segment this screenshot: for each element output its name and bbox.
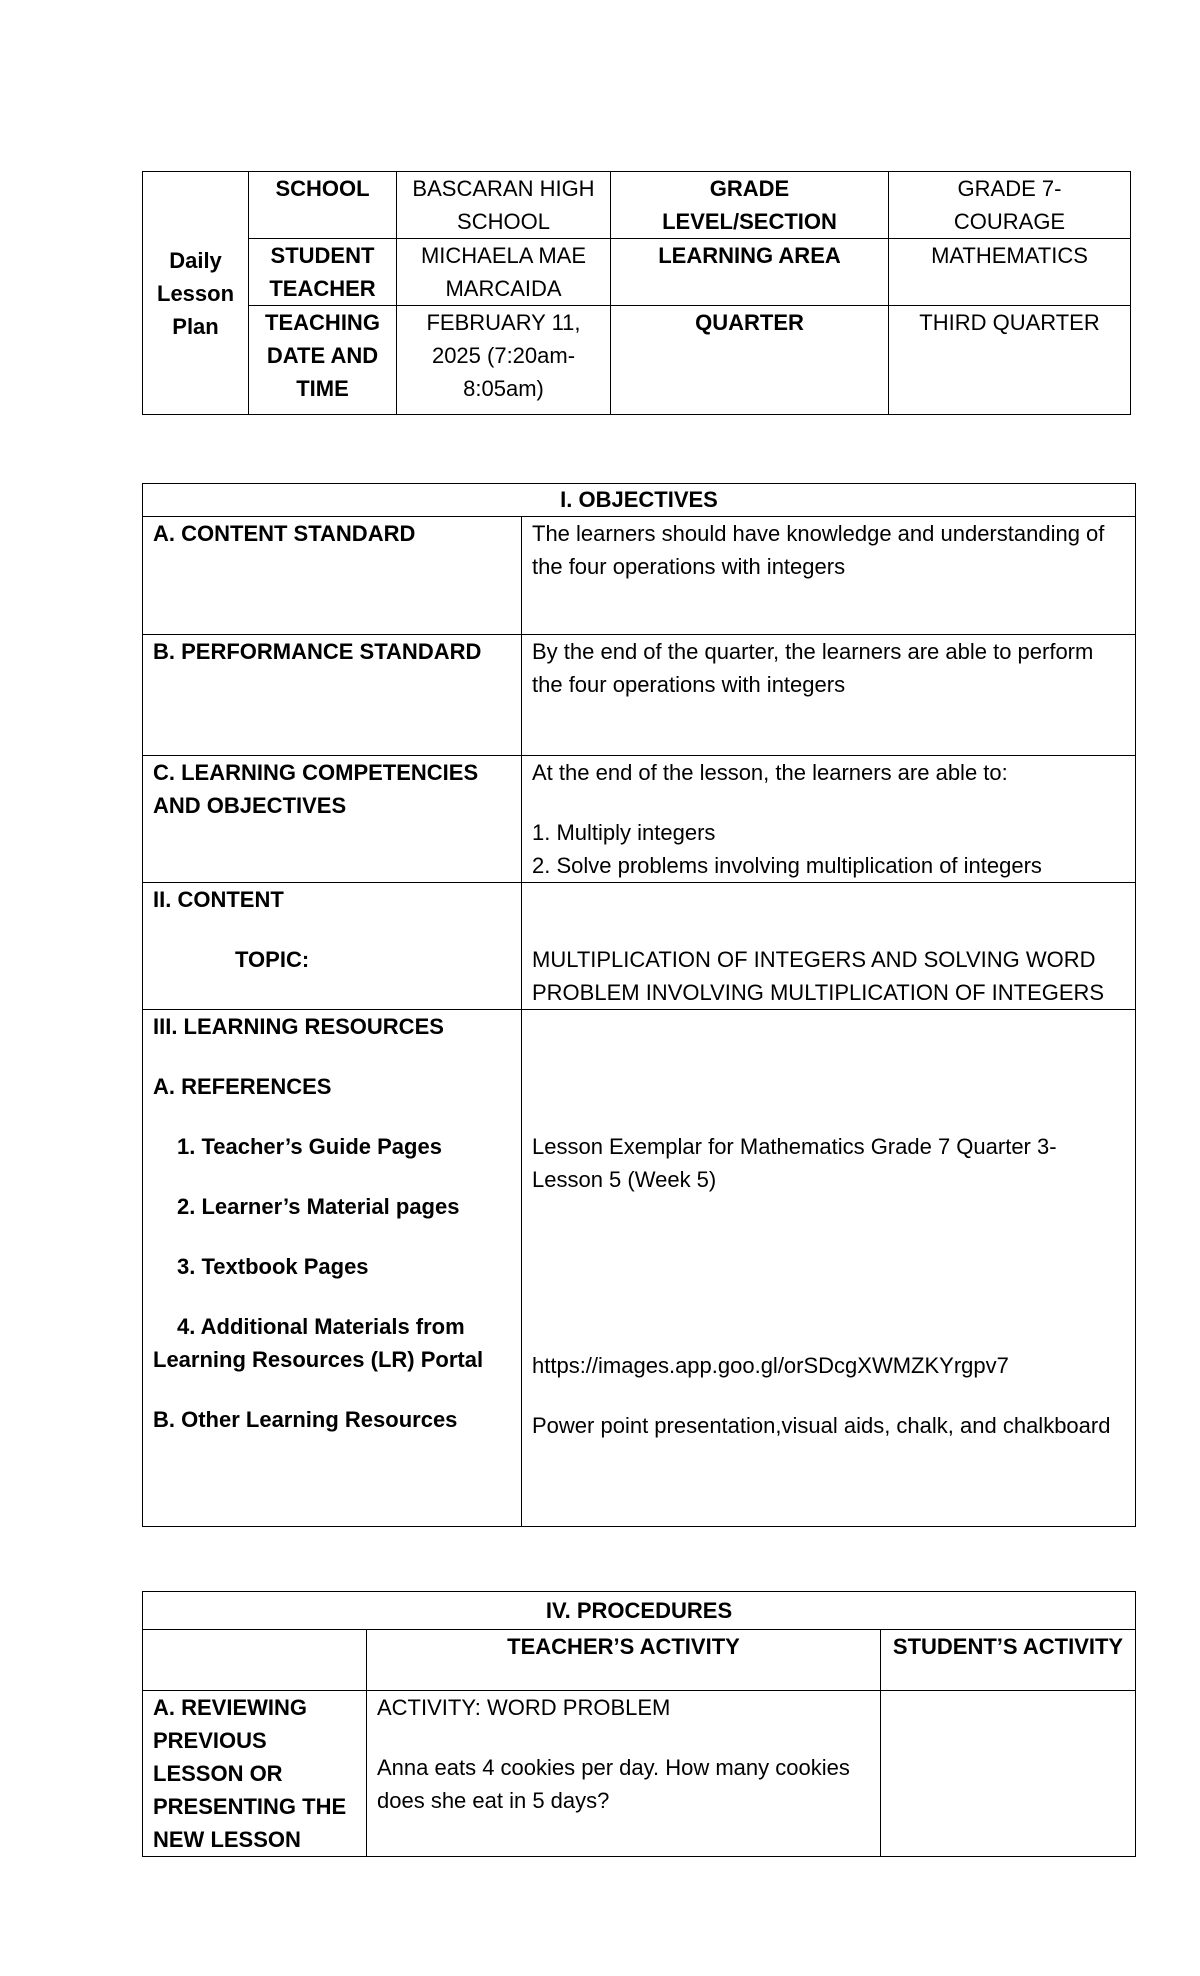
activity-text: Anna eats 4 cookies per day. How many cookies does she eat in 5 days? (377, 1755, 850, 1813)
learning-competencies-cell (522, 756, 1136, 883)
learning-resources-label: III. LEARNING RESOURCES (153, 1014, 444, 1039)
competencies-intro: At the end of the lesson, the learners are able to: (532, 760, 1008, 785)
teachers-activity-cell (367, 1691, 881, 1857)
topic-value: MULTIPLICATION OF INTEGERS AND SOLVING WORD PROBLEM INVOLVING MULTIPLICATION OF INTEGERS (532, 947, 1105, 1005)
school-value: BASCARAN HIGH SCHOOL (397, 172, 611, 239)
content-standard-label: A. CONTENT STANDARD (143, 517, 522, 635)
learning-competencies-label: C. LEARNING COMPETENCIES AND OBJECTIVES (143, 756, 522, 883)
teaching-date-label: TEACHING DATE AND TIME (249, 306, 397, 415)
other-resources-value: Power point presentation,visual aids, chalk, and chalkboard (532, 1413, 1111, 1438)
additional-materials-value[interactable]: https://images.app.goo.gl/orSDcgXWMZKYrgpv7 (532, 1353, 1009, 1378)
textbook-pages-label: 3. Textbook Pages (177, 1254, 369, 1279)
students-activity-cell (881, 1691, 1136, 1857)
content-cell (143, 883, 522, 1010)
activity-title: ACTIVITY: WORD PROBLEM (377, 1695, 671, 1720)
students-activity-header: STUDENT’S ACTIVITY (881, 1630, 1136, 1691)
content-standard-value: The learners should have knowledge and understanding of the four operations with integers (522, 517, 1136, 635)
content-label: II. CONTENT (153, 887, 284, 912)
performance-standard-label: B. PERFORMANCE STANDARD (143, 635, 522, 756)
school-label: SCHOOL (249, 172, 397, 239)
procedures-empty-header-cell (143, 1630, 367, 1691)
objectives-title: I. OBJECTIVES (143, 484, 1136, 517)
student-teacher-value: MICHAELA MAE MARCAIDA (397, 239, 611, 306)
learners-material-label: 2. Learner’s Material pages (177, 1194, 460, 1219)
quarter-label: QUARTER (611, 306, 889, 415)
other-resources-label: B. Other Learning Resources (153, 1407, 458, 1432)
learning-resources-cell (143, 1010, 522, 1527)
grade-level-label: GRADE LEVEL/SECTION (611, 172, 889, 239)
learning-resources-values-cell (522, 1010, 1136, 1527)
lr-portal-label: Learning Resources (LR) Portal (153, 1347, 484, 1372)
student-teacher-label: STUDENT TEACHER (249, 239, 397, 306)
topic-cell (522, 883, 1136, 1010)
objectives-table (142, 483, 1136, 1527)
learning-area-value: MATHEMATICS (889, 239, 1131, 306)
daily-lesson-plan-title: Daily Lesson Plan (143, 172, 249, 415)
competency-item: 1. Multiply integers (532, 820, 716, 845)
references-label: A. REFERENCES (153, 1074, 332, 1099)
teachers-activity-header: TEACHER’S ACTIVITY (367, 1630, 881, 1691)
teachers-guide-label: 1. Teacher’s Guide Pages (177, 1134, 442, 1159)
learning-area-label: LEARNING AREA (611, 239, 889, 306)
grade-level-value: GRADE 7- COURAGE (889, 172, 1131, 239)
teachers-guide-value: Lesson Exemplar for Mathematics Grade 7 Quarter 3-Lesson 5 (Week 5) (532, 1134, 1057, 1192)
lesson-plan-header-table (142, 171, 1131, 415)
additional-materials-label: 4. Additional Materials from (177, 1314, 465, 1339)
topic-label: TOPIC: (235, 947, 310, 972)
procedures-title: IV. PROCEDURES (143, 1592, 1136, 1630)
quarter-value: THIRD QUARTER (889, 306, 1131, 415)
reviewing-previous-lesson-label: A. REVIEWING PREVIOUS LESSON OR PRESENTING THE NEW LESSON (143, 1691, 367, 1857)
competency-item: 2. Solve problems involving multiplication of integers (532, 853, 1042, 878)
teaching-date-value: FEBRUARY 11, 2025 (7:20am-8:05am) (397, 306, 611, 415)
procedures-table (142, 1591, 1136, 1857)
performance-standard-value: By the end of the quarter, the learners are able to perform the four operations with integers (522, 635, 1136, 756)
